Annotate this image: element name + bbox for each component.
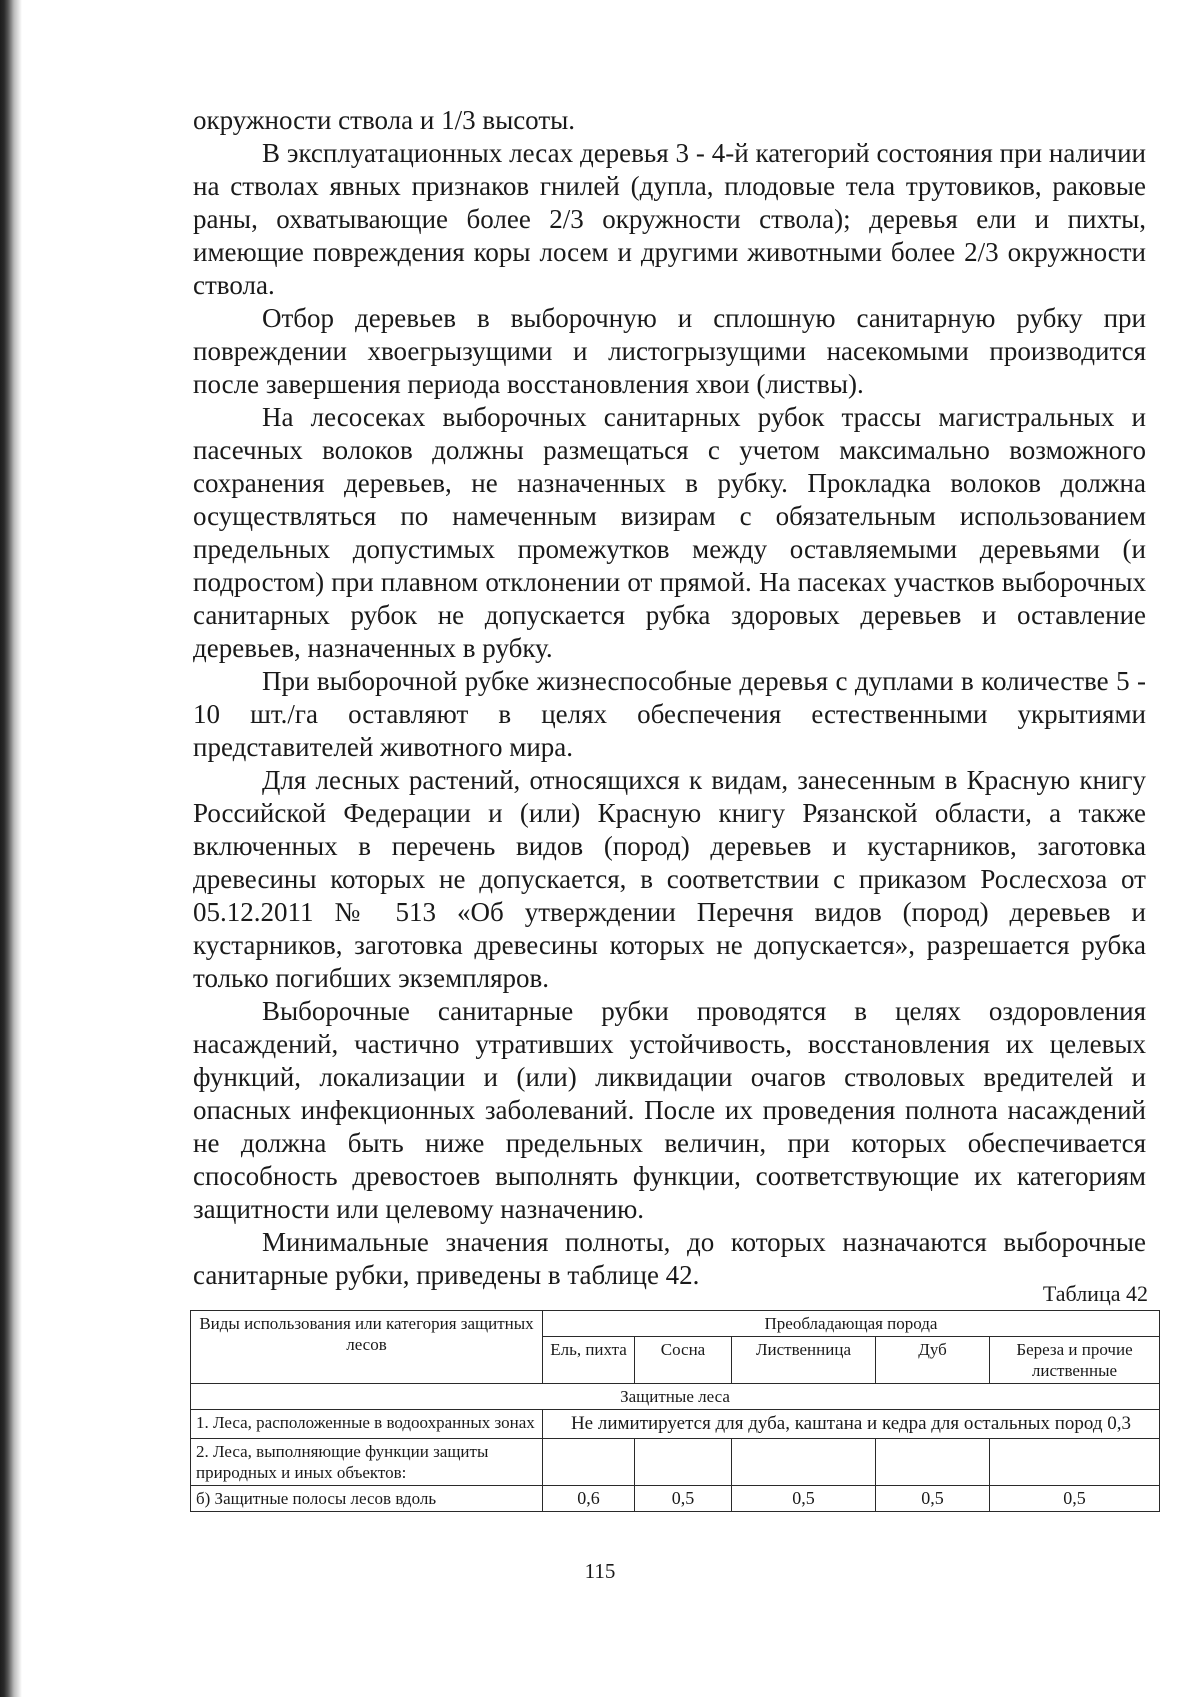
table-header-row [191, 1311, 1160, 1337]
column-header: Береза и прочие лиственные [990, 1337, 1160, 1384]
column-header: Сосна [635, 1337, 732, 1384]
row-label: 2. Леса, выполняющие функции защиты природных и иных объектов: [191, 1439, 543, 1486]
page-number: 115 [584, 1559, 616, 1583]
value-cell: 0,5 [635, 1486, 732, 1512]
merged-value-cell: Не лимитируется для дуба, каштана и кедра для остальных пород 0,3 [543, 1410, 1160, 1439]
group-header-cell: Преобладающая порода [543, 1311, 1160, 1337]
value-cell [635, 1439, 732, 1486]
table-row [191, 1439, 1160, 1486]
column-header: Дуб [876, 1337, 990, 1384]
value-cell [876, 1439, 990, 1486]
paragraph: Минимальные значения полноты, до которых назначаются выборочные санитарные рубки, приведены в таблице 42. [193, 1227, 1146, 1290]
section-row [191, 1384, 1160, 1410]
value-cell: 0,5 [876, 1486, 990, 1512]
row-header-cell: Виды использования или категория защитных лесов [191, 1311, 543, 1384]
column-header: Лиственница [732, 1337, 876, 1384]
scan-edge-shadow [0, 0, 22, 1697]
paragraph: В эксплуатационных лесах деревья 3 - 4-й категорий состояния при наличии на стволах явных признаков гнилей (дупла, плодовые тела трутовиков, раковые раны, охватывающие более 2/3 окружности ствола); деревья ели и пихты, имеющие повреждения коры лосем и другими животными более 2/3 окружности ствола. [193, 138, 1146, 300]
paragraph: На лесосеках выборочных санитарных рубок трассы магистральных и пасечных волоков должны размещаться с учетом максимально возможного сохранения деревьев, не назначенных в рубку. Прокладка волоков должна осуществляться по намеченным визирам с обязательным использованием предельных допустимых промежутков между оставляемыми деревьями (и подростом) при плавном отклонении от прямой. На пасеках участков выборочных санитарных рубок не допускается рубка здоровых деревьев и оставление деревьев, назначенных в рубку. [193, 402, 1146, 663]
paragraph: Для лесных растений, относящихся к видам, занесенным в Красную книгу Российской Федерации и (или) Красную книгу Рязанской области, а также включенных в перечень видов (пород) деревьев и кустарников, заготовка древесины которых не допускается, в соответствии с приказом Рослесхоза от 05.12.2011 № 513 «Об утверждении Перечня видов (пород) деревьев и кустарников, заготовка древесины которых не допускается», разрешается рубка только погибших экземпляров. [193, 765, 1146, 993]
value-cell: 0,5 [990, 1486, 1160, 1512]
data-table [190, 1310, 1160, 1512]
body-text [193, 104, 1146, 1292]
value-cell: 0,5 [732, 1486, 876, 1512]
paragraph: окружности ствола и 1/3 высоты. [193, 105, 576, 135]
value-cell: 0,6 [543, 1486, 635, 1512]
table-caption: Таблица 42 [1042, 1281, 1148, 1306]
row-label: 1. Леса, расположенные в водоохранных зонах [191, 1410, 543, 1439]
value-cell [732, 1439, 876, 1486]
value-cell [543, 1439, 635, 1486]
paragraph: При выборочной рубке жизнеспособные деревья с дуплами в количестве 5 - 10 шт./га оставляют в целях обеспечения естественными укрытиями представителей животного мира. [193, 666, 1146, 762]
table-row [191, 1410, 1160, 1439]
column-header: Ель, пихта [543, 1337, 635, 1384]
table-row [191, 1486, 1160, 1512]
section-cell: Защитные леса [191, 1384, 1160, 1410]
paragraph: Выборочные санитарные рубки проводятся в целях оздоровления насаждений, частично утративших устойчивость, восстановления их целевых функций, локализации и (или) ликвидации очагов стволовых вредителей и опасных инфекционных заболеваний. После их проведения полнота насаждений не должна быть ниже предельных величин, при которых обеспечивается способность древостоев выполнять функции, соответствующие их категориям защитности или целевому назначению. [193, 996, 1146, 1224]
paragraph: Отбор деревьев в выборочную и сплошную санитарную рубку при повреждении хвоегрызущими и листогрызущими насекомыми производится после завершения периода восстановления хвои (листвы). [193, 303, 1146, 399]
row-label: б) Защитные полосы лесов вдоль [191, 1486, 543, 1512]
value-cell [990, 1439, 1160, 1486]
